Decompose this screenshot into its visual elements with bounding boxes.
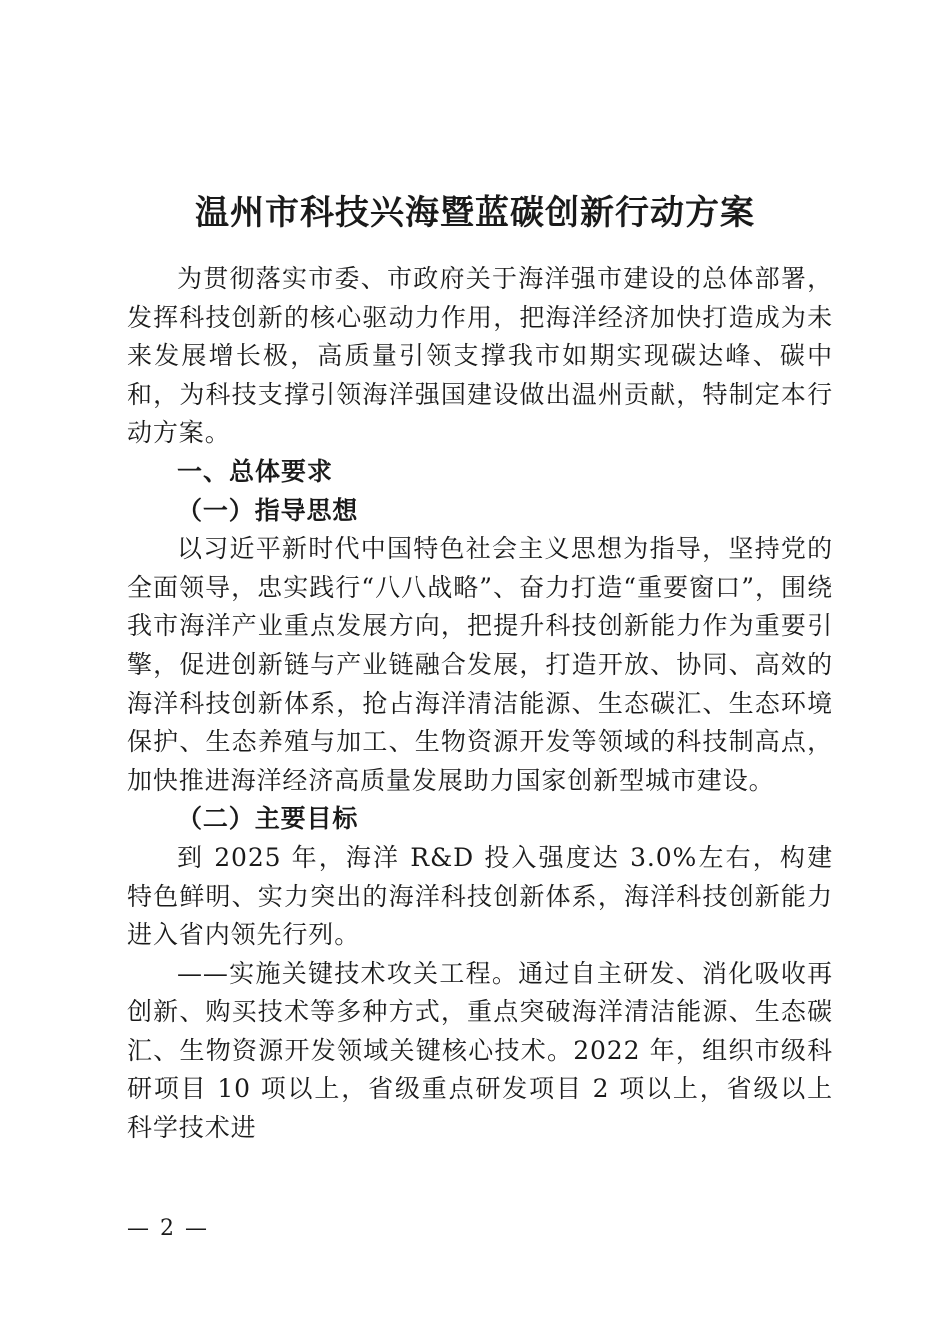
document-title: 温州市科技兴海暨蓝碳创新行动方案 [195, 192, 755, 233]
intro-paragraph: 为贯彻落实市委、市政府关于海洋强市建设的总体部署，发挥科技创新的核心驱动力作用，把海洋经济加快打造成为未来发展增长极，高质量引领支撑我市如期实现碳达峰、碳中和，为科技支撑引领海洋强国建设做出温州贡献，特制定本行动方案。 [127, 264, 833, 448]
main-goals-paragraph: 到 2025 年，海洋 R&D 投入强度达 3.0%左右，构建特色鲜明、实力突出的海洋科技创新体系，海洋科技创新能力进入省内领先行列。 [127, 842, 833, 950]
guiding-ideology-paragraph: 以习近平新时代中国特色社会主义思想为指导，坚持党的全面领导，忠实践行“八八战略”、奋力打造“重要窗口”，围绕我市海洋产业重点发展方向，把提升科技创新能力作为重要引擎，促进创新链与产业链融合发展，打造开放、协同、高效的海洋科技创新体系，抢占海洋清洁能源、生态碳汇、生态环境保护、生态养殖与加工、生物资源开发等领域的科技制高点，加快推进海洋经济高质量发展助力国家创新型城市建设。 [127, 534, 833, 795]
page-number: — 2 — [127, 1216, 209, 1241]
document-body [127, 260, 833, 1148]
section-heading-general-requirements: 一、总体要求 [177, 456, 334, 486]
subsection-heading-guiding-ideology: （一）指导思想 [177, 495, 359, 525]
key-technology-paragraph: ——实施关键技术攻关工程。通过自主研发、消化吸收再创新、购买技术等多种方式，重点突破海洋清洁能源、生态碳汇、生物资源开发领域关键核心技术。2022 年，组织市级科研项目 10 项以上，省级重点研发项目 2 项以上，省级以上科学技术进 [127, 958, 833, 1143]
subsection-heading-main-goals: （二）主要目标 [177, 804, 359, 834]
